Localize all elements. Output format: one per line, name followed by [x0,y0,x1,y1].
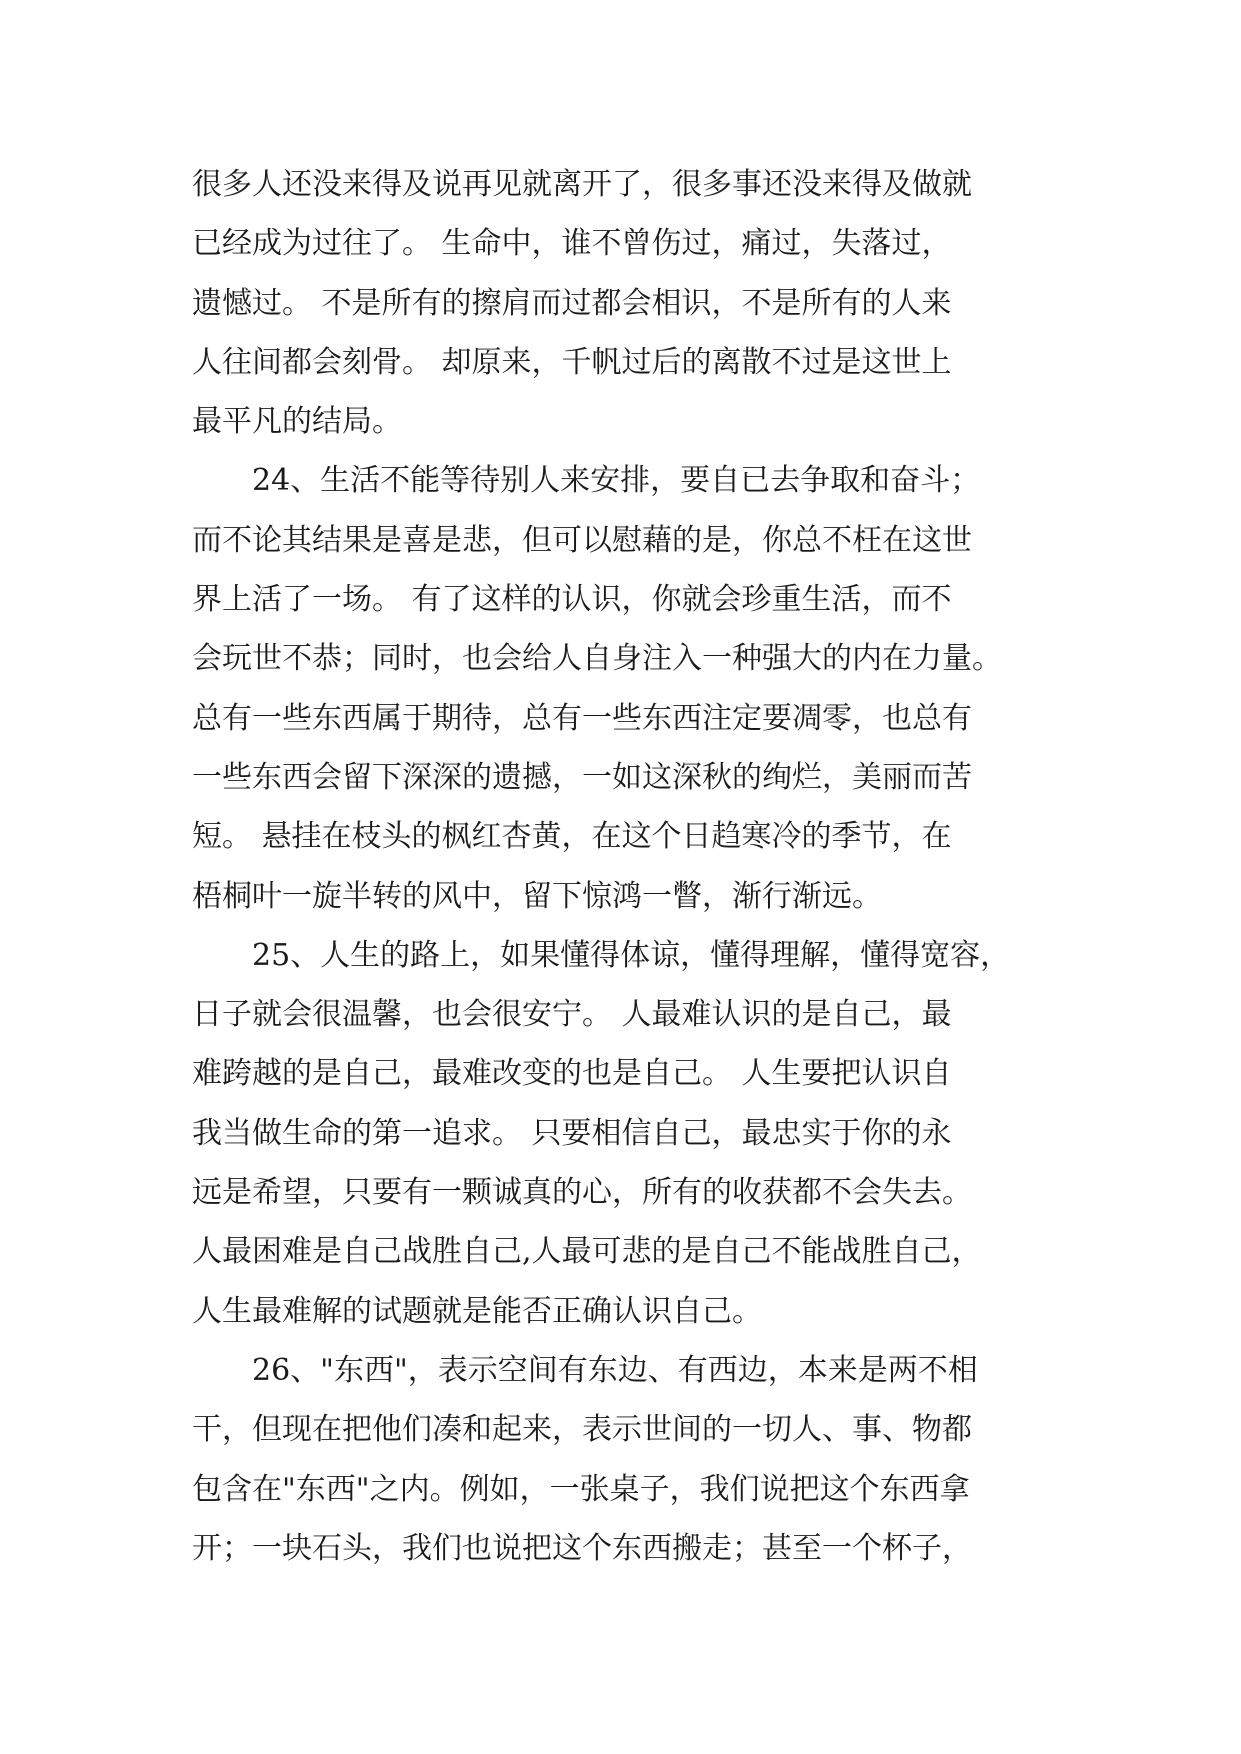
text-line: 已经成为过往了。 生命中，谁不曾伤过，痛过，失落过， [192,226,952,262]
text-line: 会玩世不恭；同时，也会给人自身注入一种强大的内在力量。 [192,641,1002,677]
text-line: 梧桐叶一旋半转的风中，留下惊鸿一瞥，渐行渐远。 [192,878,882,914]
paragraph-24-start: 24、生活不能等待别人来安排，要自已去争取和奋斗； [252,463,981,499]
body-text [192,155,1072,1578]
paragraph-26-start: 26、"东西"，表示空间有东边、有西边，本来是两不相 [252,1352,978,1388]
text-line: 短。 悬挂在枝头的枫红杏黄，在这个日趋寒冷的季节，在 [192,819,952,855]
text-line: 一些东西会留下深深的遗撼，一如这深秋的绚烂，美丽而苦 [192,759,972,795]
text-line: 日子就会很温馨，也会很安宁。 人最难认识的是自己，最 [192,997,952,1033]
text-line: 界上活了一场。 有了这样的认识，你就会珍重生活，而不 [192,582,952,618]
text-line: 难跨越的是自己，最难改变的也是自己。 人生要把认识自 [192,1056,952,1092]
text-line: 人最困难是自己战胜自己,人最可悲的是自己不能战胜自己， [192,1234,982,1270]
text-line: 人生最难解的试题就是能否正确认识自己。 [192,1293,762,1329]
text-line: 很多人还没来得及说再见就离开了，很多事还没来得及做就 [192,167,972,202]
text-line: 遗憾过。 不是所有的擦肩而过都会相识，不是所有的人来 [192,285,952,321]
text-line: 干，但现在把他们凑和起来，表示世间的一切人、事、物都 [192,1412,972,1448]
text-line: 人往间都会刻骨。 却原来，千帆过后的离散不过是这世上 [192,344,952,380]
text-line: 包含在"东西"之内。例如，一张桌子，我们说把这个东西拿 [192,1471,970,1507]
paragraph-25-start: 25、人生的路上，如果懂得体谅，懂得理解，懂得宽容， [252,937,1011,973]
text-line: 总有一些东西属于期待，总有一些东西注定要凋零，也总有 [192,700,972,736]
text-line: 我当做生命的第一追求。 只要相信自己，最忠实于你的永 [192,1115,952,1151]
text-line: 最平凡的结局。 [192,404,402,440]
text-line: 开；一块石头，我们也说把这个东西搬走；甚至一个杯子， [192,1530,972,1566]
text-line: 而不论其结果是喜是悲，但可以慰藉的是，你总不枉在这世 [192,522,972,558]
text-line: 远是希望，只要有一颗诚真的心，所有的收获都不会失去。 [192,1175,972,1211]
